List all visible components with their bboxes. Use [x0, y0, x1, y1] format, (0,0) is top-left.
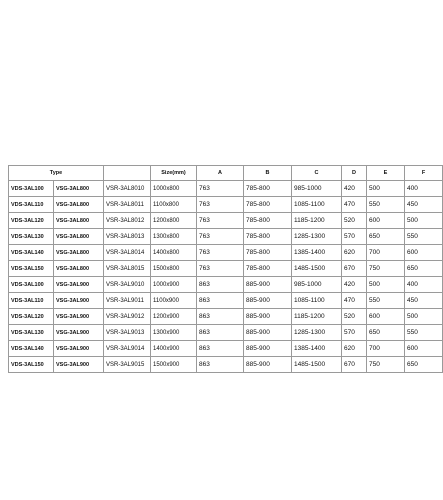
cell-e: 500: [367, 277, 405, 293]
cell-d: 620: [342, 341, 367, 357]
cell-door-code: VDS-3AL150: [9, 357, 54, 373]
cell-door-code: VDS-3AL130: [9, 229, 54, 245]
cell-size: 1500x900: [151, 357, 197, 373]
cell-a: 763: [197, 245, 244, 261]
cell-e: 600: [367, 309, 405, 325]
cell-door-code: VDS-3AL120: [9, 213, 54, 229]
cell-a: 863: [197, 341, 244, 357]
cell-glass-code: VSG-3AL800: [54, 197, 104, 213]
cell-c: 1485-1500: [292, 261, 342, 277]
cell-d: 670: [342, 357, 367, 373]
cell-f: 400: [405, 277, 443, 293]
cell-c: 1385-1400: [292, 245, 342, 261]
cell-e: 750: [367, 261, 405, 277]
cell-a: 763: [197, 181, 244, 197]
cell-rail-code: VSR-3AL9012: [104, 309, 151, 325]
cell-f: 600: [405, 341, 443, 357]
cell-glass-code: VSG-3AL800: [54, 261, 104, 277]
header-d: D: [342, 166, 367, 181]
table-header-row: [9, 166, 443, 181]
cell-f: 450: [405, 197, 443, 213]
cell-rail-code: VSR-3AL9015: [104, 357, 151, 373]
cell-c: 1085-1100: [292, 197, 342, 213]
cell-b: 785-800: [244, 213, 292, 229]
cell-glass-code: VSG-3AL900: [54, 277, 104, 293]
table-row: [9, 261, 443, 277]
cell-glass-code: VSG-3AL800: [54, 229, 104, 245]
cell-a: 763: [197, 261, 244, 277]
cell-e: 550: [367, 293, 405, 309]
table-row: [9, 277, 443, 293]
cell-rail-code: VSR-3AL8015: [104, 261, 151, 277]
cell-size: 1100x800: [151, 197, 197, 213]
cell-f: 500: [405, 309, 443, 325]
cell-a: 763: [197, 229, 244, 245]
cell-c: 1285-1300: [292, 325, 342, 341]
table-row: [9, 245, 443, 261]
cell-d: 420: [342, 181, 367, 197]
cell-glass-code: VSG-3AL900: [54, 357, 104, 373]
cell-a: 863: [197, 309, 244, 325]
cell-c: 985-1000: [292, 181, 342, 197]
header-e: E: [367, 166, 405, 181]
cell-glass-code: VSG-3AL900: [54, 341, 104, 357]
cell-door-code: VDS-3AL140: [9, 245, 54, 261]
cell-rail-code: VSR-3AL9014: [104, 341, 151, 357]
table-row: [9, 213, 443, 229]
table-row: [9, 229, 443, 245]
cell-a: 863: [197, 277, 244, 293]
cell-b: 885-900: [244, 277, 292, 293]
cell-c: 1185-1200: [292, 213, 342, 229]
cell-e: 750: [367, 357, 405, 373]
cell-glass-code: VSG-3AL800: [54, 245, 104, 261]
cell-e: 600: [367, 213, 405, 229]
cell-e: 700: [367, 341, 405, 357]
cell-size: 1400x800: [151, 245, 197, 261]
table-row: [9, 357, 443, 373]
cell-f: 550: [405, 229, 443, 245]
cell-e: 500: [367, 181, 405, 197]
cell-size: 1300x900: [151, 325, 197, 341]
cell-c: 1485-1500: [292, 357, 342, 373]
cell-door-code: VDS-3AL120: [9, 309, 54, 325]
cell-rail-code: VSR-3AL9010: [104, 277, 151, 293]
cell-rail-code: VSR-3AL8012: [104, 213, 151, 229]
cell-a: 863: [197, 325, 244, 341]
cell-e: 700: [367, 245, 405, 261]
header-b: B: [244, 166, 292, 181]
header-size: Size(mm): [151, 166, 197, 181]
cell-rail-code: VSR-3AL8014: [104, 245, 151, 261]
cell-e: 650: [367, 229, 405, 245]
cell-f: 500: [405, 213, 443, 229]
header-a: A: [197, 166, 244, 181]
cell-size: 1200x900: [151, 309, 197, 325]
cell-b: 885-900: [244, 325, 292, 341]
cell-d: 570: [342, 325, 367, 341]
cell-f: 400: [405, 181, 443, 197]
cell-f: 550: [405, 325, 443, 341]
cell-door-code: VDS-3AL110: [9, 293, 54, 309]
cell-size: 1000x900: [151, 277, 197, 293]
cell-f: 450: [405, 293, 443, 309]
cell-c: 1085-1100: [292, 293, 342, 309]
cell-glass-code: VSG-3AL900: [54, 309, 104, 325]
cell-door-code: VDS-3AL100: [9, 277, 54, 293]
cell-a: 863: [197, 293, 244, 309]
cell-d: 570: [342, 229, 367, 245]
table-row: [9, 309, 443, 325]
cell-size: 1500x800: [151, 261, 197, 277]
cell-d: 620: [342, 245, 367, 261]
cell-b: 885-900: [244, 341, 292, 357]
table-row: [9, 341, 443, 357]
cell-f: 650: [405, 261, 443, 277]
cell-size: 1300x800: [151, 229, 197, 245]
cell-b: 885-900: [244, 293, 292, 309]
cell-a: 763: [197, 197, 244, 213]
cell-d: 470: [342, 293, 367, 309]
cell-d: 670: [342, 261, 367, 277]
cell-d: 420: [342, 277, 367, 293]
header-blank: [104, 166, 151, 181]
dimension-table-container: [8, 165, 426, 373]
table-row: [9, 197, 443, 213]
cell-size: 1200x800: [151, 213, 197, 229]
cell-c: 1185-1200: [292, 309, 342, 325]
dimension-table: [8, 165, 443, 373]
cell-door-code: VDS-3AL150: [9, 261, 54, 277]
cell-door-code: VDS-3AL110: [9, 197, 54, 213]
cell-b: 885-900: [244, 309, 292, 325]
cell-d: 520: [342, 309, 367, 325]
cell-size: 1000x800: [151, 181, 197, 197]
cell-door-code: VDS-3AL100: [9, 181, 54, 197]
cell-size: 1100x900: [151, 293, 197, 309]
cell-door-code: VDS-3AL140: [9, 341, 54, 357]
cell-e: 550: [367, 197, 405, 213]
cell-glass-code: VSG-3AL800: [54, 213, 104, 229]
cell-c: 1385-1400: [292, 341, 342, 357]
cell-rail-code: VSR-3AL9013: [104, 325, 151, 341]
cell-d: 470: [342, 197, 367, 213]
table-row: [9, 181, 443, 197]
cell-b: 885-900: [244, 357, 292, 373]
cell-d: 520: [342, 213, 367, 229]
table-row: [9, 293, 443, 309]
cell-e: 650: [367, 325, 405, 341]
cell-f: 650: [405, 357, 443, 373]
cell-glass-code: VSG-3AL900: [54, 325, 104, 341]
cell-c: 985-1000: [292, 277, 342, 293]
cell-a: 863: [197, 357, 244, 373]
cell-b: 785-800: [244, 261, 292, 277]
cell-glass-code: VSG-3AL800: [54, 181, 104, 197]
table-body: [9, 181, 443, 373]
cell-rail-code: VSR-3AL9011: [104, 293, 151, 309]
cell-door-code: VDS-3AL130: [9, 325, 54, 341]
cell-b: 785-800: [244, 181, 292, 197]
cell-size: 1400x900: [151, 341, 197, 357]
cell-a: 763: [197, 213, 244, 229]
cell-c: 1285-1300: [292, 229, 342, 245]
cell-glass-code: VSG-3AL900: [54, 293, 104, 309]
header-type: Type: [9, 166, 104, 181]
cell-b: 785-800: [244, 245, 292, 261]
header-c: C: [292, 166, 342, 181]
header-f: F: [405, 166, 443, 181]
cell-rail-code: VSR-3AL8013: [104, 229, 151, 245]
cell-rail-code: VSR-3AL8010: [104, 181, 151, 197]
cell-b: 785-800: [244, 229, 292, 245]
cell-rail-code: VSR-3AL8011: [104, 197, 151, 213]
cell-b: 785-800: [244, 197, 292, 213]
table-row: [9, 325, 443, 341]
cell-f: 600: [405, 245, 443, 261]
